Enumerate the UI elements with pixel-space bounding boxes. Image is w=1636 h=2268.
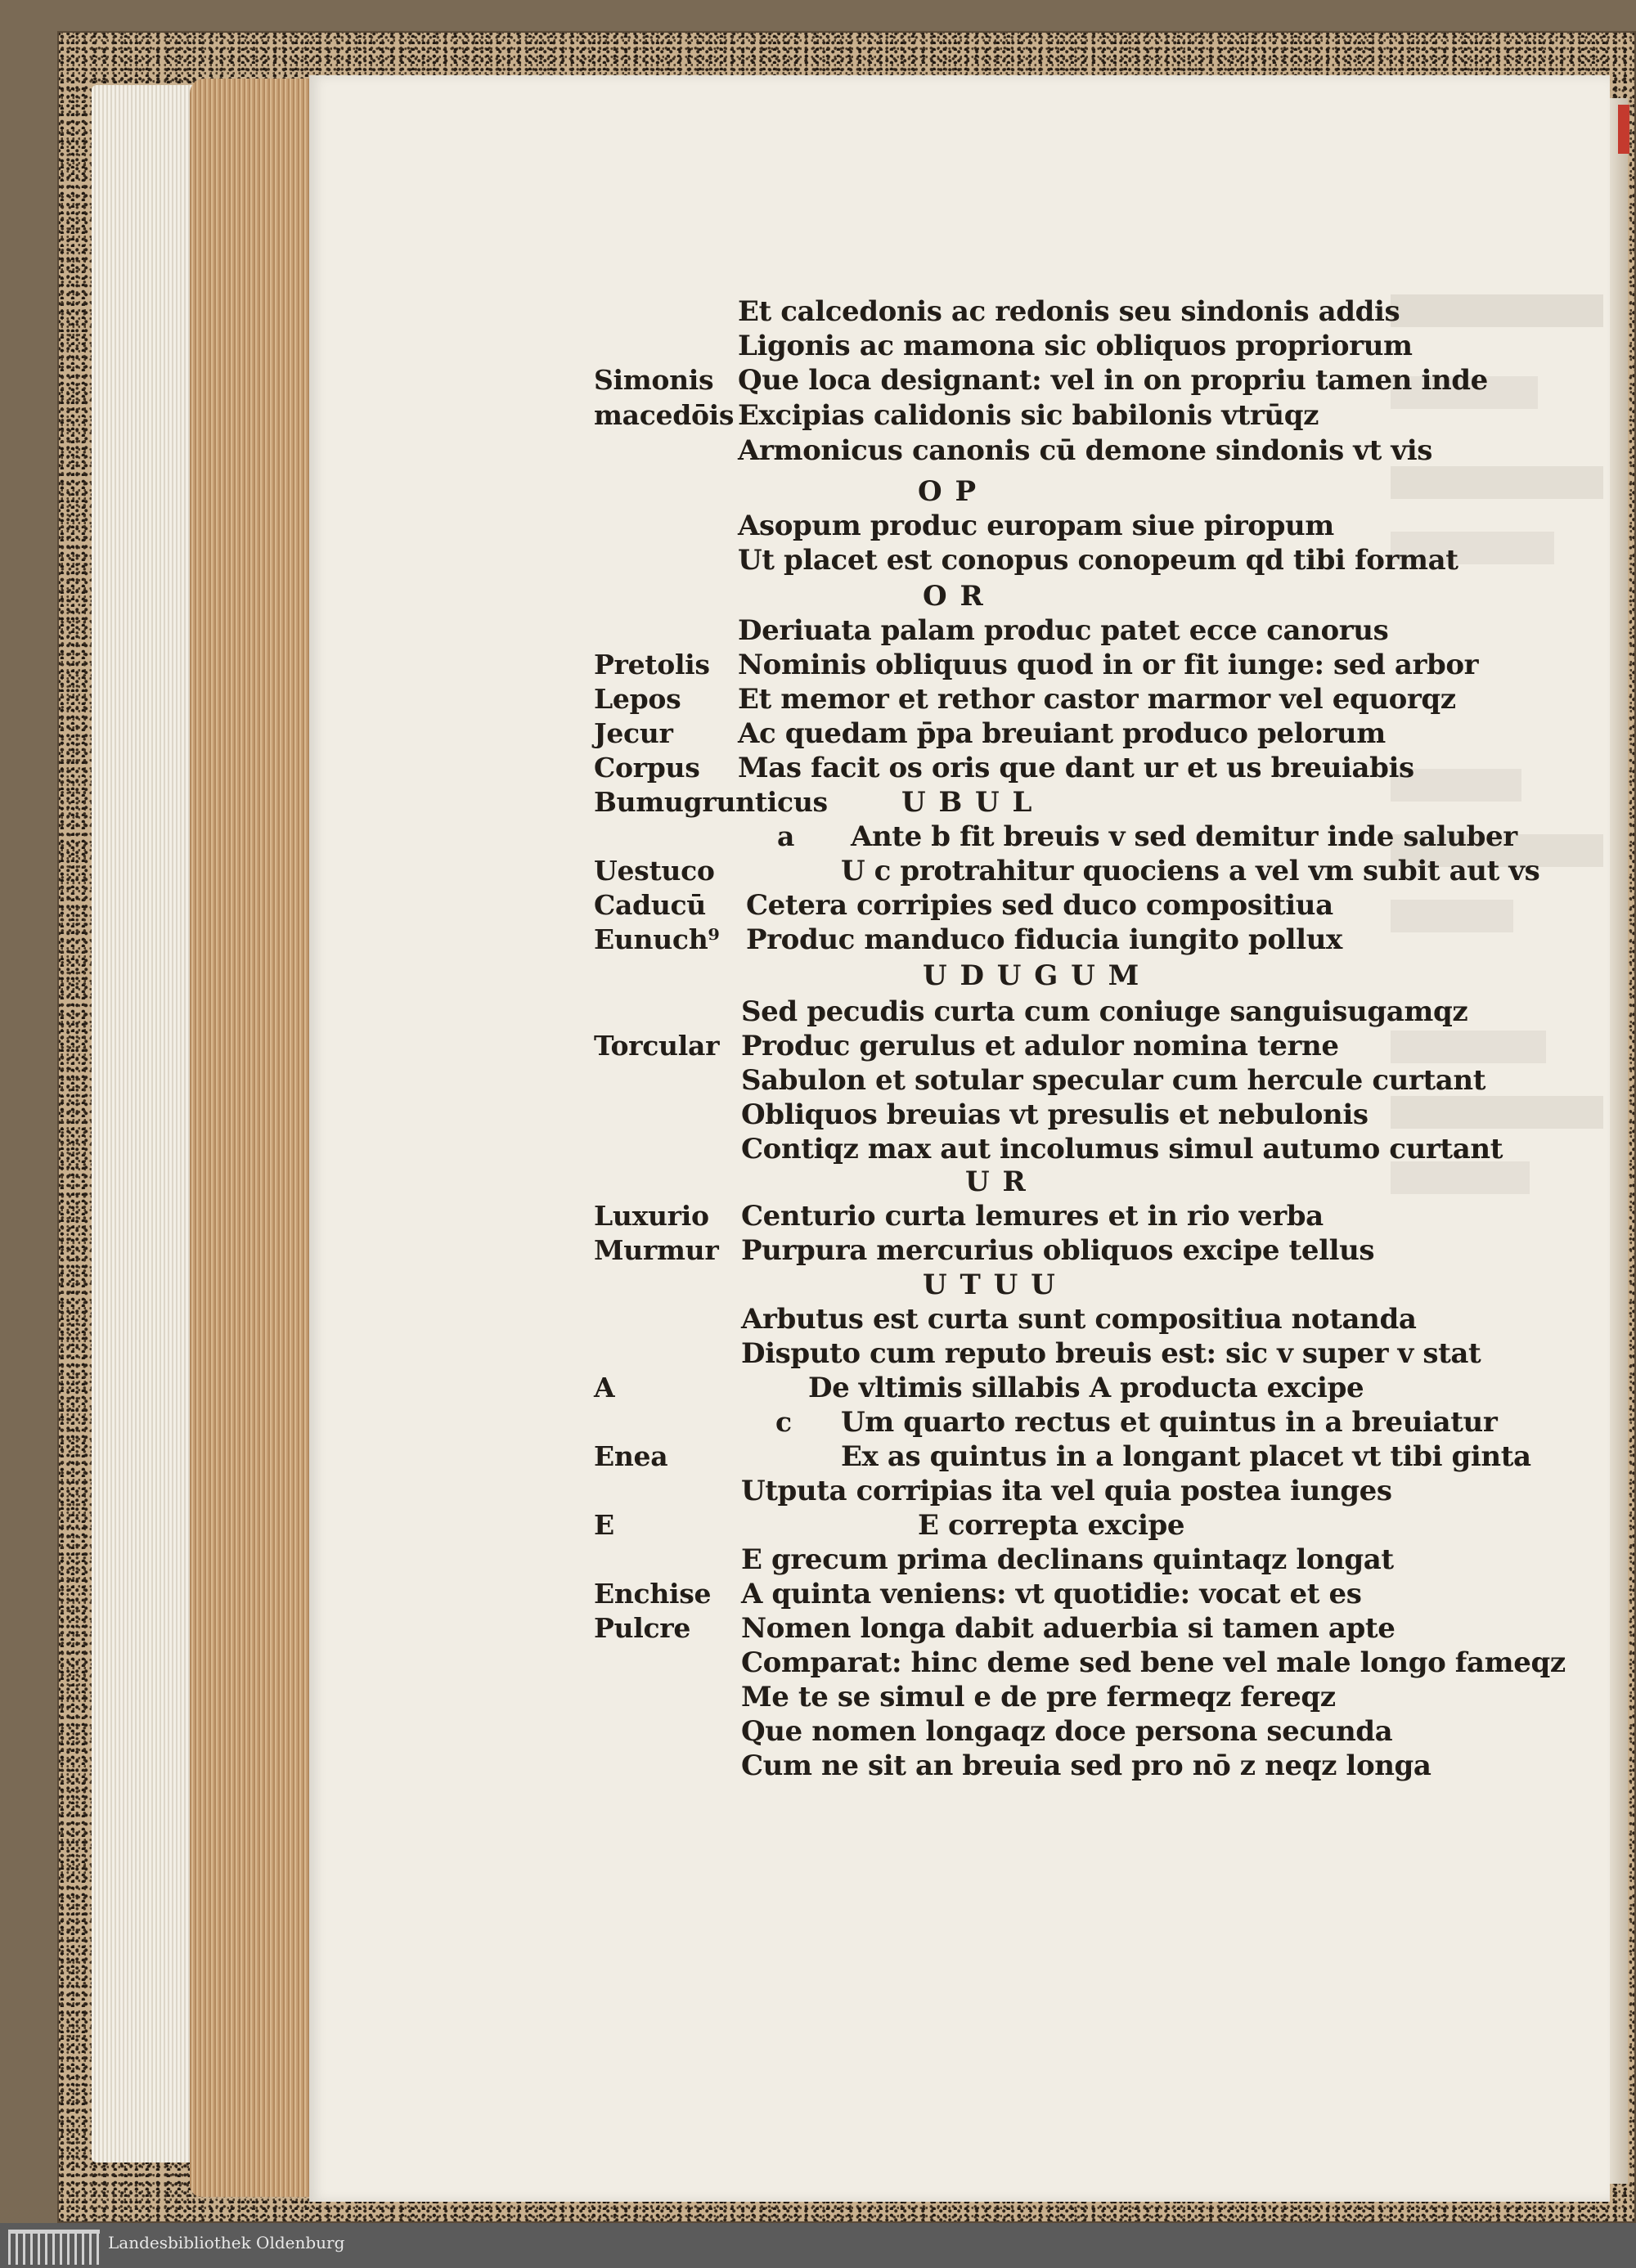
margin-note: Luxurio: [594, 1200, 709, 1232]
text-line: De vltimis sillabis A producta excipe: [808, 1372, 1364, 1404]
text-line: Cetera corripies sed duco compositiua: [746, 889, 1333, 922]
text-line: Me te se simul e de pre fermeqz fereqz: [741, 1681, 1336, 1713]
text-line: Obliquos breuias vt presulis et nebulonis: [741, 1098, 1369, 1131]
text-line: E grecum prima declinans quintaqz longat: [741, 1543, 1394, 1576]
text-line: U c protrahitur quociens a vel vm subit aut vs: [841, 855, 1540, 887]
text-line: Cum ne sit an breuia sed pro nō z neqz longa: [741, 1749, 1432, 1782]
margin-note: Pulcre: [594, 1612, 691, 1644]
text-line: Ex as quintus in a longant placet vt tibi ginta: [841, 1440, 1531, 1473]
text-line: Centurio curta lemures et in rio verba: [741, 1200, 1324, 1233]
margin-note: Torcular: [594, 1030, 720, 1062]
footer-bar: [0, 2223, 1636, 2268]
text-line: A quinta veniens: vt quotidie: vocat et es: [741, 1578, 1362, 1610]
text-line: E correpta excipe: [918, 1509, 1185, 1542]
text-line: Purpura mercurius obliquos excipe tellus: [741, 1234, 1375, 1267]
text-line: Nomen longa dabit aduerbia si tamen apte: [741, 1612, 1396, 1645]
margin-note: Enchise: [594, 1578, 712, 1610]
section-heading: U R: [965, 1165, 1027, 1198]
margin-note: Enea: [594, 1440, 668, 1472]
margin-note: Lepos: [594, 683, 681, 715]
text-line: Contiqz max aut incolumus simul autumo curtant: [741, 1133, 1503, 1165]
text-line: Mas facit os oris que dant ur et us breuiabis: [738, 752, 1414, 784]
footer-library-name: Landesbibliothek Oldenburg: [108, 2233, 345, 2252]
text-line: Ante b fit breuis v sed demitur inde saluber: [851, 820, 1517, 853]
section-heading: O R: [923, 580, 985, 613]
margin-note: Corpus: [594, 752, 700, 784]
text-line: Ligonis ac mamona sic obliquos propriorum: [738, 330, 1413, 362]
text-line: Que nomen longaqz doce persona secunda: [741, 1715, 1393, 1748]
section-heading: U B U L: [901, 786, 1034, 819]
section-heading: U T U U: [923, 1269, 1057, 1301]
text-line: Comparat: hinc deme sed bene vel male longo fameqz: [741, 1646, 1566, 1679]
text-line: Um quarto rectus et quintus in a breuiatur: [841, 1406, 1498, 1439]
text-line: Excipias calidonis sic babilonis vtrūqz: [738, 399, 1319, 432]
margin-note: a: [777, 820, 795, 852]
margin-note: A: [594, 1372, 615, 1403]
section-heading: U D U G U M: [923, 959, 1141, 992]
text-line: Que loca designant: vel in on propriu tamen inde: [738, 364, 1488, 397]
margin-note: Pretolis: [594, 649, 710, 680]
text-line: Nominis obliquus quod in or fit iunge: sed arbor: [738, 649, 1479, 681]
text-line: Asopum produc europam siue piropum: [738, 510, 1334, 542]
text-line: Sabulon et sotular specular cum hercule curtant: [741, 1064, 1486, 1097]
text-line: Deriuata palam produc patet ecce canorus: [738, 614, 1389, 647]
text-line: Disputo cum reputo breuis est: sic v super v stat: [741, 1337, 1481, 1370]
text-line: Ut placet est conopus conopeum qd tibi format: [738, 544, 1458, 577]
text-line: Et memor et rethor castor marmor vel equorqz: [738, 683, 1456, 716]
text-line: Produc manduco fiducia iungito pollux: [746, 923, 1342, 956]
text-line: Ac quedam p̄pa breuiant produco pelorum: [738, 717, 1386, 750]
margin-note: c: [775, 1406, 792, 1438]
library-building-icon: [8, 2230, 100, 2265]
margin-note: macedōis: [594, 399, 735, 431]
margin-note: Uestuco: [594, 855, 715, 887]
text-line: Utputa corripias ita vel quia postea iunges: [741, 1475, 1392, 1507]
margin-note: Murmur: [594, 1234, 719, 1266]
text-line: Arbutus est curta sunt compositiua notanda: [741, 1303, 1417, 1336]
text-line: Armonicus canonis cū demone sindonis vt vis: [738, 434, 1432, 467]
margin-note: Caducū: [594, 889, 706, 921]
margin-note: Eunuch⁹: [594, 923, 720, 955]
margin-note: Bumugrunticus: [594, 786, 828, 818]
margin-note: Simonis: [594, 364, 714, 396]
text-line: Et calcedonis ac redonis seu sindonis addis: [738, 295, 1400, 328]
text-line: Produc gerulus et adulor nomina terne: [741, 1030, 1339, 1062]
margin-note: Jecur: [594, 717, 673, 749]
section-heading: O P: [918, 475, 978, 508]
text-line: Sed pecudis curta cum coniuge sanguisugamqz: [741, 995, 1468, 1028]
margin-note: E: [594, 1509, 614, 1541]
